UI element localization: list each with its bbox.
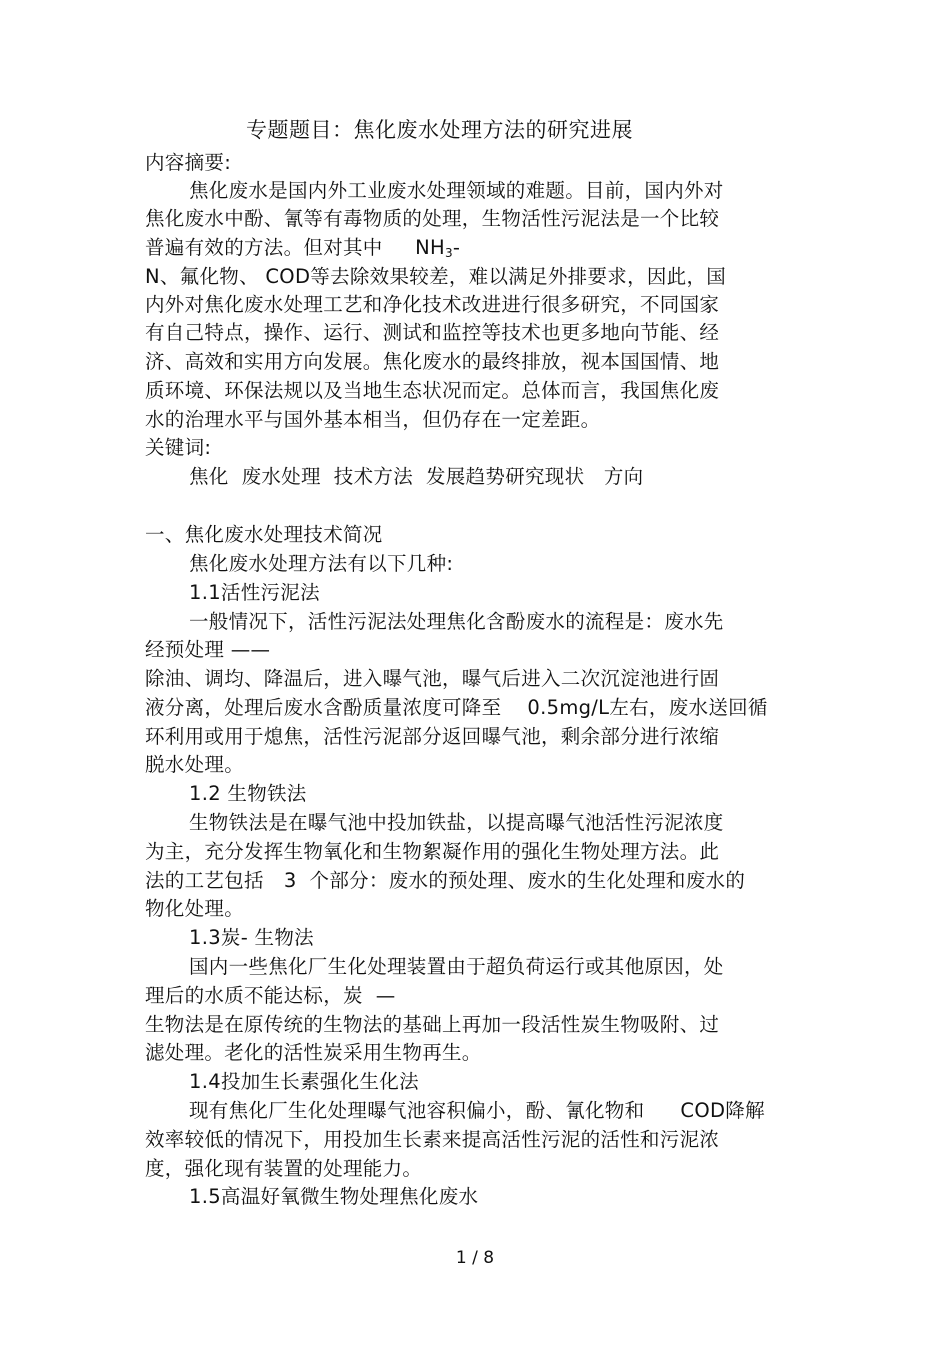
chemical-formula: $NH_3-$ [415, 236, 461, 260]
abstract-heading: 内容摘要: [145, 151, 232, 174]
paragraph-line: 环利用或用于熄焦，活性污泥部分返回曝气池，剩余部分进行浓缩 [145, 725, 720, 748]
paragraph-line: 生物铁法是在曝气池中投加铁盐，以提高曝气池活性污泥浓度 [189, 811, 724, 834]
section-intro: 焦化废水处理方法有以下几种: [189, 552, 454, 575]
paragraph-line: 国内一些焦化厂生化处理装置由于超负荷运行或其他原因，处 [189, 955, 724, 978]
paragraph-line: 除油、调均、降温后，进入曝气池，曝气后进入二次沉淀池进行固 [145, 667, 720, 690]
paragraph-line: 经预处理 —— [145, 638, 271, 661]
abstract-line: 质环境、环保法规以及当地生态状况而定。总体而言，我国焦化废 [145, 379, 720, 402]
paragraph-line: 生物法是在原传统的生物法的基础上再加一段活性炭生物吸附、过 [145, 1013, 720, 1036]
abstract-line: 焦化废水是国内外工业废水处理领域的难题。目前，国内外对 [189, 179, 724, 202]
subsection-title: 1.5高温好氧微生物处理焦化废水 [189, 1185, 479, 1208]
paragraph-line: 脱水处理。 [145, 753, 245, 776]
page-number: 1 / 8 [455, 1248, 495, 1268]
paragraph-line: 滤处理。老化的活性炭采用生物再生。 [145, 1041, 482, 1064]
section-heading: 一、焦化废水处理技术简况 [145, 523, 383, 546]
paragraph-line: 物化处理。 [145, 897, 245, 920]
abstract-line: 水的治理水平与国外基本相当，但仍存在一定差距。 [145, 408, 601, 431]
abstract-line: 济、高效和实用方向发展。焦化废水的最终排放，视本国国情、地 [145, 350, 720, 373]
subsection-title: 1.2 生物铁法 [189, 782, 307, 805]
abstract-line-text: 普遍有效的方法。但对其中 [145, 236, 383, 259]
paragraph-line: 液分离，处理后废水含酚质量浓度可降至 0.5mg/L左右，废水送回循 [145, 696, 768, 719]
abstract-line: 焦化废水中酚、氰等有毒物质的处理，生物活性污泥法是一个比较 [145, 207, 720, 230]
paragraph-line: 为主，充分发挥生物氧化和生物絮凝作用的强化生物处理方法。此 [145, 840, 720, 863]
paragraph-line: 现有焦化厂生化处理曝气池容积偏小，酚、氰化物和 COD降解 [189, 1099, 765, 1122]
abstract-line: 内外对焦化废水处理工艺和净化技术改进进行很多研究，不同国家 [145, 293, 720, 316]
paragraph-line: 法的工艺包括 3 个部分：废水的预处理、废水的生化处理和废水的 [145, 869, 746, 892]
abstract-line [145, 236, 460, 265]
paragraph-line: 效率较低的情况下，用投加生长素来提高活性污泥的活性和污泥浓 [145, 1128, 720, 1151]
paragraph-line: 一般情况下，活性污泥法处理焦化含酚废水的流程是：废水先 [189, 610, 724, 633]
abstract-line: N、氟化物、 COD等去除效果较差，难以满足外排要求，因此，国 [145, 265, 727, 288]
paragraph-line: 理后的水质不能达标，炭 — [145, 984, 396, 1007]
abstract-line: 有自己特点，操作、运行、测试和监控等技术也更多地向节能、经 [145, 321, 720, 344]
subsection-title: 1.4投加生长素强化生化法 [189, 1070, 419, 1093]
page-title: 专题题目：焦化废水处理方法的研究进展 [246, 118, 633, 142]
subsection-title: 1.3炭- 生物法 [189, 926, 314, 949]
keywords-line: 焦化 废水处理 技术方法 发展趋势研究现状 方向 [189, 465, 644, 488]
keywords-heading: 关键词: [145, 436, 212, 459]
paragraph-line: 度，强化现有装置的处理能力。 [145, 1157, 423, 1180]
subsection-title: 1.1活性污泥法 [189, 581, 320, 604]
